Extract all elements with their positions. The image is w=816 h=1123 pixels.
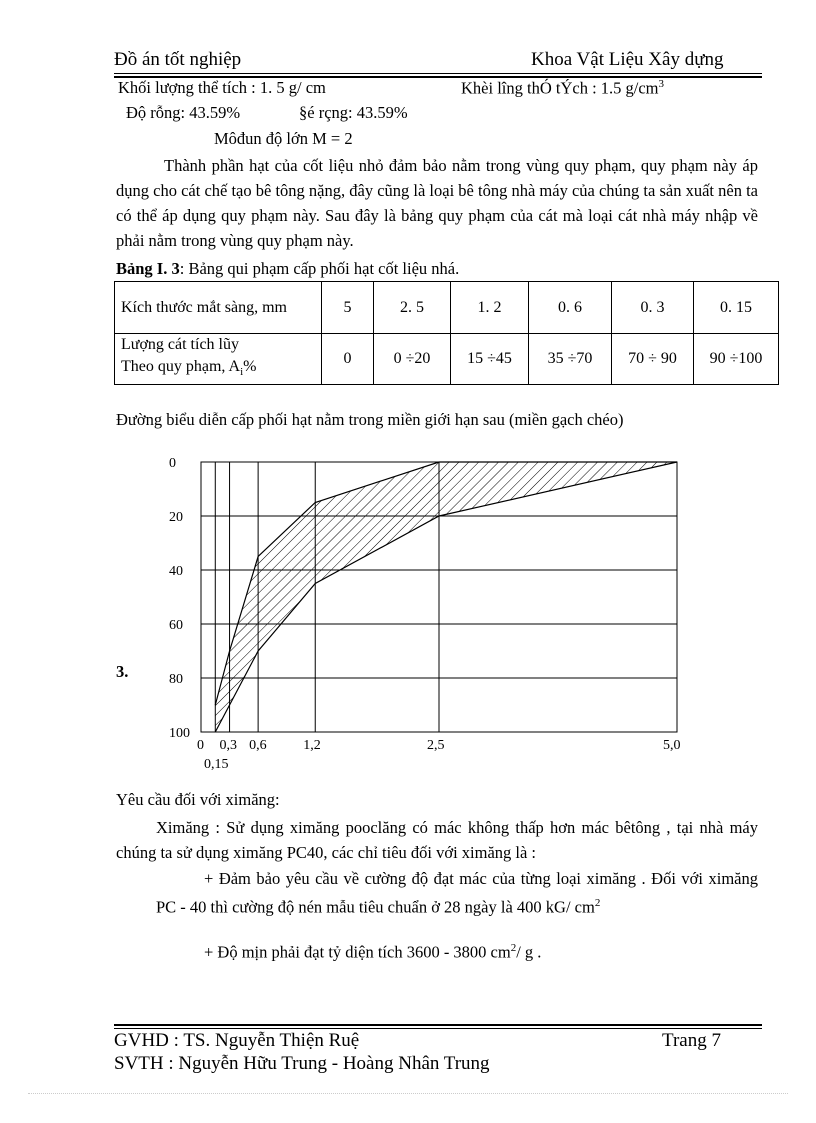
x-tick-label: 0,3: [219, 738, 238, 753]
table-cell: 0: [322, 334, 374, 385]
y-tick-label: 0: [169, 456, 176, 471]
porosity-label: Độ rỗng: 43.59%: [126, 103, 241, 122]
page-bottom-dotted-line: [28, 1093, 788, 1094]
x-tick-label-extra: 0,15: [204, 757, 229, 772]
y-tick-label: 20: [169, 510, 183, 525]
table-cell: 0. 6: [529, 282, 612, 334]
x-tick-label: 0: [197, 738, 204, 753]
table-cell: 1. 2: [451, 282, 529, 334]
grading-band-hatch: [215, 462, 677, 732]
cement-paragraph: Ximăng : Sử dụng ximăng pooclăng có mác không thấp hơn mác bêtông , tại nhà máy chúng ta sử dụng ximăng PC40, các chỉ tiêu đối với ximăng là :: [116, 818, 758, 862]
table-caption: Bảng I. 3: Bảng qui phạm cấp phối hạt cốt liệu nhá.: [116, 259, 460, 278]
table-cell: 70 ÷ 90: [612, 334, 694, 385]
table-cell: 2. 5: [374, 282, 451, 334]
x-tick-label: 2,5: [427, 738, 445, 753]
x-tick-label: 0,6: [249, 738, 267, 753]
table-cell: 5: [322, 282, 374, 334]
intro-paragraph: Thành phần hạt của cốt liệu nhỏ đảm bảo nằm trong vùng quy phạm, quy phạm này áp dụng cho cát chế tạo bê tông nặng, đây cũng là loại bê tông nhà máy của chúng ta sản xuất nên ta có thể áp dụng quy phạm này. Sau đây là bảng quy phạm của cát mà loại cát nhà máy nhập về phải nằm trong vùng quy phạm này.: [116, 156, 758, 250]
density-garbled: Khèi lîng thÓ tÝch : 1.5 $g/cm^3$: [461, 78, 665, 98]
table-cell: 0 ÷20: [374, 334, 451, 385]
modulus-text: Môđun độ lớn M = 2: [214, 129, 353, 148]
table-cell: 0. 15: [694, 282, 779, 334]
table-cell: 15 ÷45: [451, 334, 529, 385]
footer-svth: SVTH : Nguyễn Hữu Trung - Hoàng Nhân Trung: [114, 1053, 490, 1074]
table-cell: 90 ÷100: [694, 334, 779, 385]
footer-rule-thin: [114, 1028, 762, 1029]
density-label: Khối lượng thể tích : 1. 5 g/ cm: [118, 78, 326, 97]
y-tick-label: 100: [169, 726, 190, 741]
requirement-strength: + Đảm bảo yêu cầu về cường độ đạt mác của từng loại ximăng . Đối với ximăng PC - 40 thì cường độ nén mẫu tiêu chuẩn ở 28 ngày là 400 kG/ $cm^2$: [156, 869, 758, 917]
y-tick-label: 80: [169, 672, 183, 687]
y-tick-label: 60: [169, 618, 183, 633]
chart-caption: Đường biểu diễn cấp phối hạt nằm trong miền giới hạn sau (miền gạch chéo): [116, 410, 624, 429]
cumulative-label: Lượng cát tích lũy Theo quy phạm, $A_i\%$: [115, 334, 322, 385]
requirements-title: Yêu cầu đối với ximăng:: [116, 790, 280, 809]
x-tick-label: 5,0: [663, 738, 681, 753]
requirement-fineness: + Độ mịn phải đạt tỷ diện tích 3600 - 3800 $cm^2/$ g .: [204, 942, 542, 962]
porosity-garbled: §é rçng: 43.59%: [299, 103, 408, 122]
x-tick-label: 1,2: [303, 738, 321, 753]
y-tick-label: 40: [169, 564, 183, 579]
footer-rule-thick: [114, 1024, 762, 1026]
header-left: Đồ án tốt nghiệp: [114, 49, 242, 70]
table-cell: 35 ÷70: [529, 334, 612, 385]
footer-gvhd: GVHD : TS. Nguyễn Thiện Ruệ: [114, 1030, 360, 1051]
figure-number-label: 3.: [116, 662, 129, 681]
table-cell: 0. 3: [612, 282, 694, 334]
footer-page-number: Trang 7: [662, 1030, 721, 1051]
sieve-size-label: Kích thước mắt sàng, mm: [115, 282, 322, 334]
header-right: Khoa Vật Liệu Xây dựng: [531, 49, 724, 70]
